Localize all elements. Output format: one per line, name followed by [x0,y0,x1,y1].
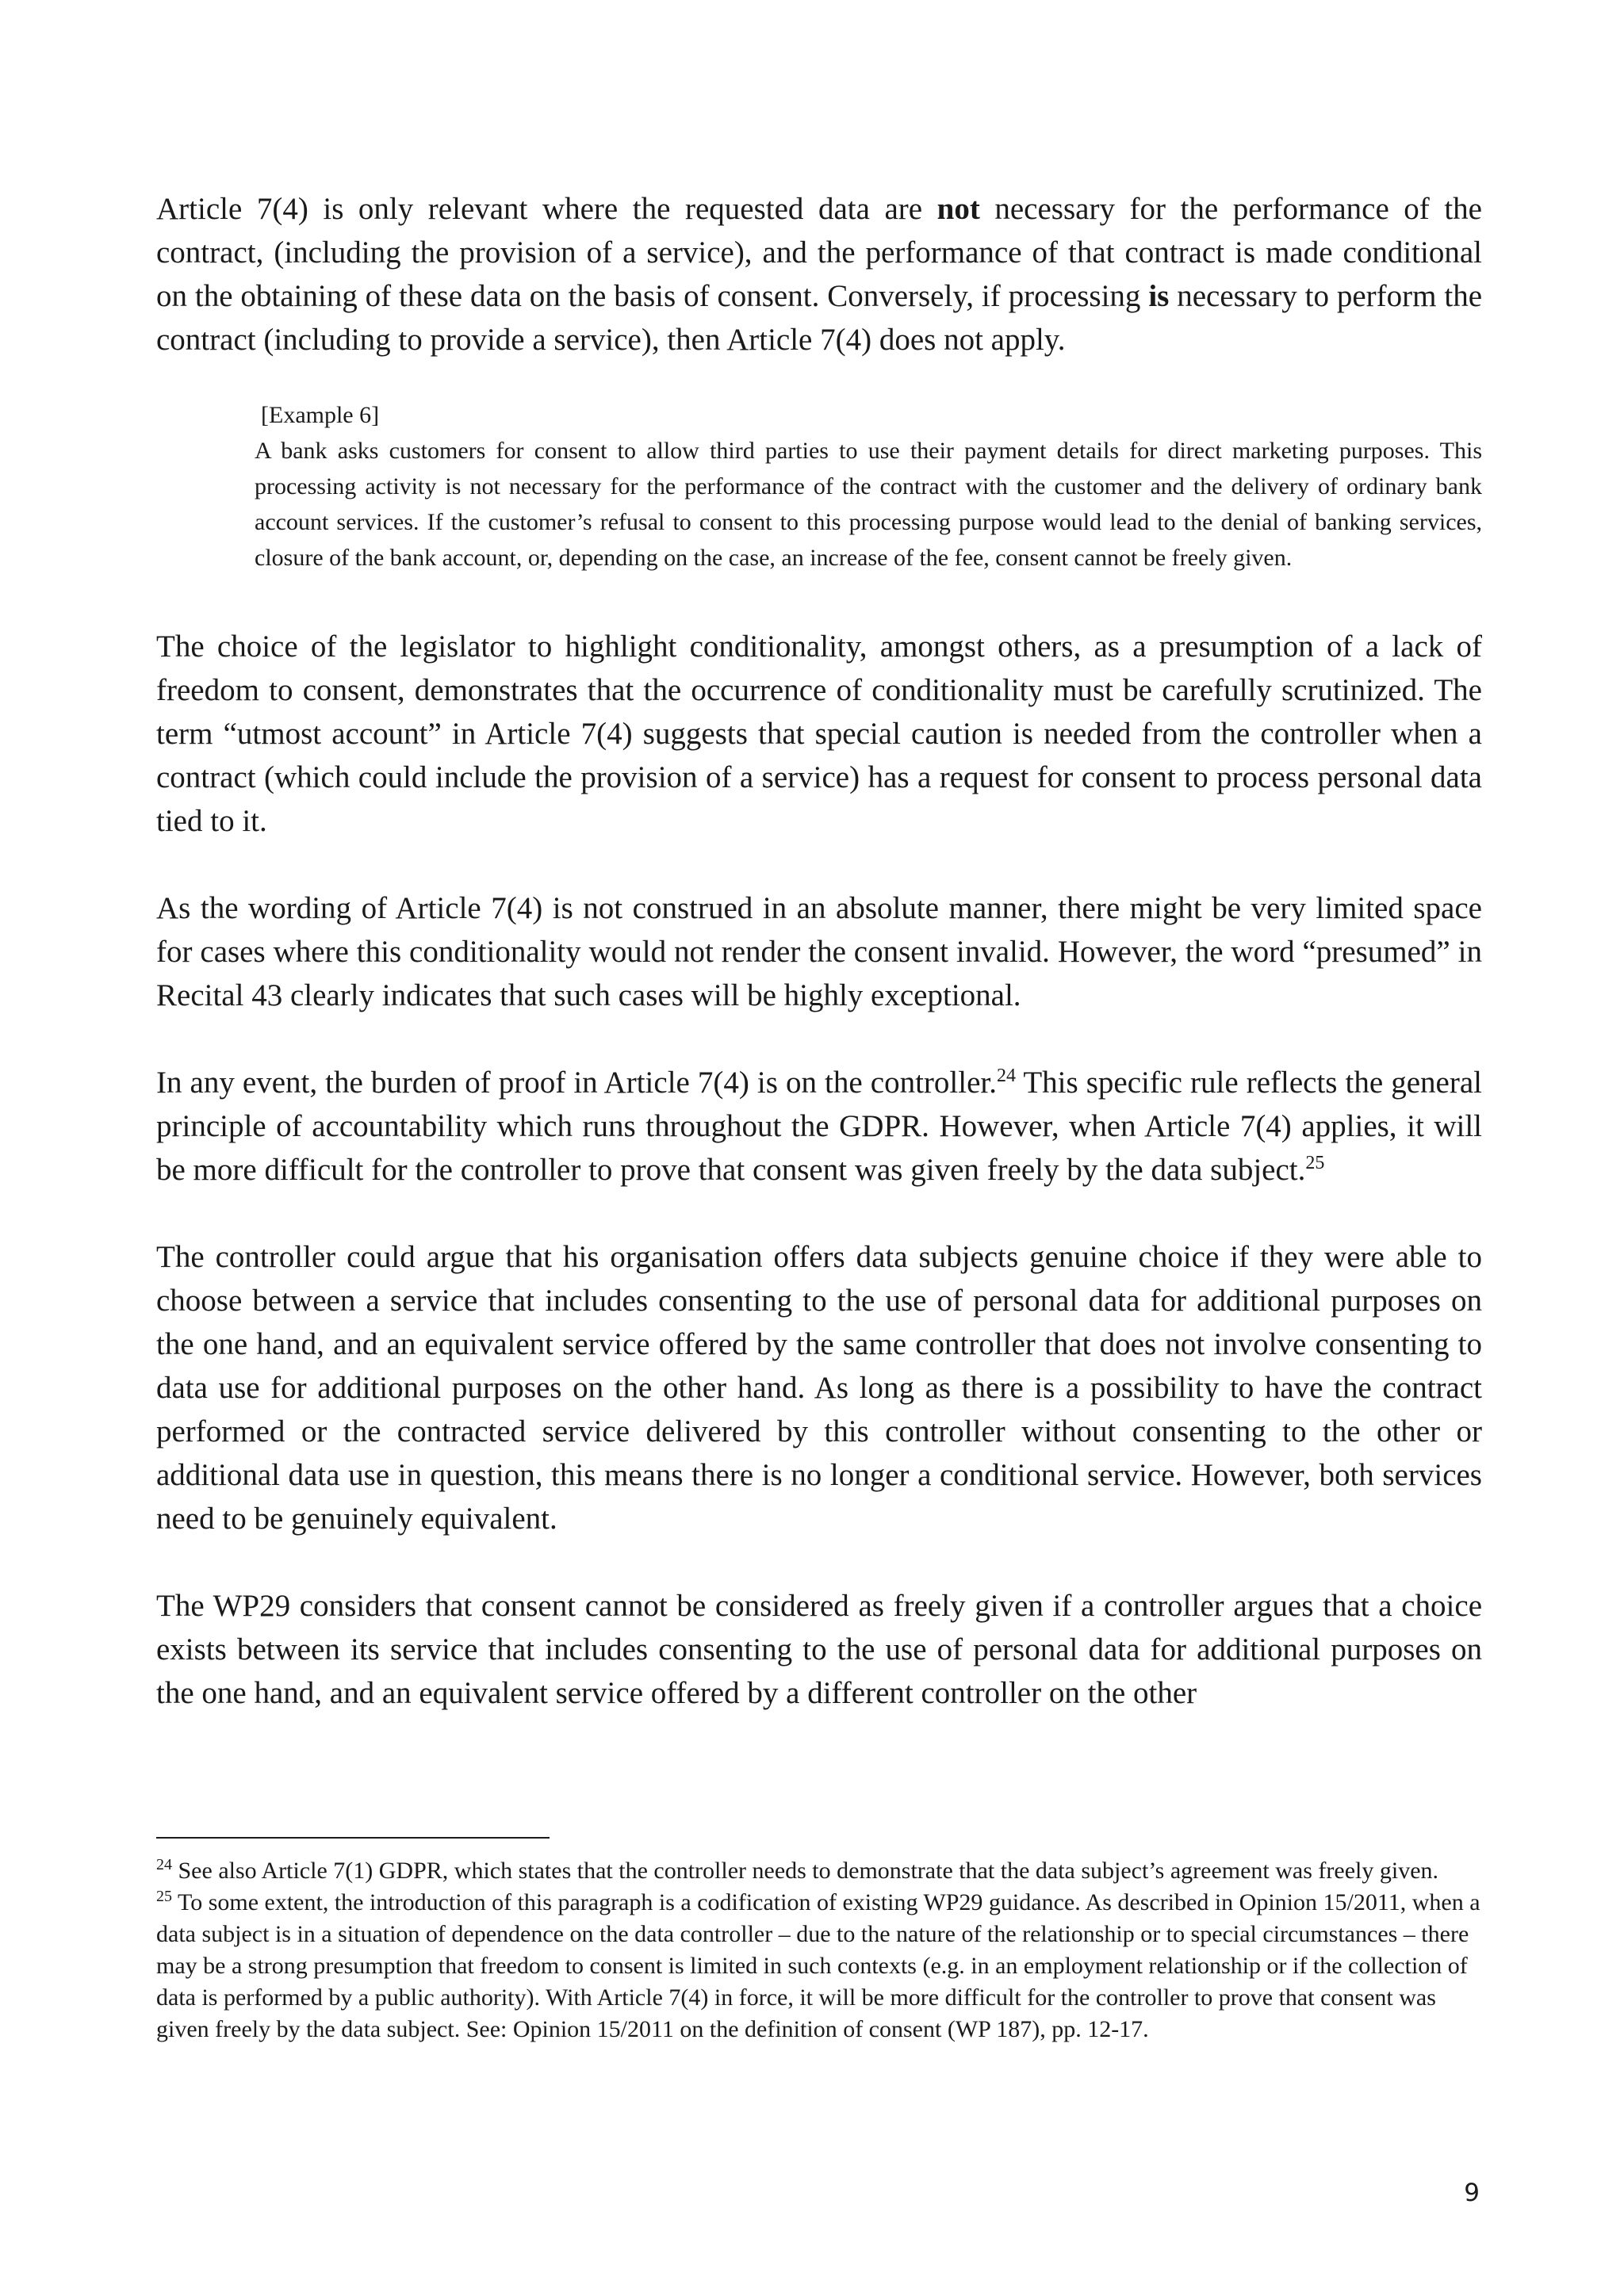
example-text: A bank asks customers for consent to allow third parties to use their payment details for direct marketing purposes. This processing activity is not necessary for the performance of the contract with the customer and the delivery of ordinary bank account services. If the customer’s refusal to consent to this processing purpose would lead to the denial of banking services, closure of the bank account, or, depending on the case, an increase of the fee, consent cannot be freely given. [255,438,1482,571]
paragraph-burden-of-proof: In any event, the burden of proof in Article 7(4) is on the controller.$^{24}$ This specific rule reflects the general principle of accountability which runs throughout the GDPR. However, when Article 7(4) applies, it will be more difficult for the controller to prove that consent was given freely by the data subject.$^{25}$ [156,1066,1482,1187]
paragraph-controller-argument: The controller could argue that his organisation offers data subjects genuine choice if they were able to choose between a service that includes consenting to the use of personal data for additional purposes on the one hand, and an equivalent service offered by the same controller that does not involve consenting to data use for additional purposes on the other hand. As long as there is a possibility to have the contract performed or the contracted service delivered by this controller without consenting to the other or additional data use in question, this means there is no longer a conditional service. However, both services need to be genuinely equivalent. [156,1240,1482,1536]
paragraph-article-7-4-relevance: Article 7(4) is only relevant where the requested data are not necessary for the performance of the contract, (including the provision of a service), and the performance of that contract is made conditional on the obtaining of these data on the basis of consent. Conversely, if processing is necessary to perform the contract (including to provide a service), then Article 7(4) does not apply. [156,192,1483,357]
footnote-text: To some extent, the introduction of this paragraph is a codification of existing WP29 guidance. As described in Opinion 15/2011, when a data subject is in a situation of dependence on the data controller – due to the nature of the relationship or to special circumstances – there may be a strong presumption that freedom to consent is limited in such contexts (e.g. in an employment relationship or if the collection of data is performed by a public authority). With Article 7(4) in force, it will be more difficult for the controller to prove that consent was given freely by the data subject. See: Opinion 15/2011 on the definition of consent (WP 187), pp. 12-17. [156,1889,1480,2042]
example-title: [Example 6] [261,402,380,428]
paragraph-wording-article-7-4: As the wording of Article 7(4) is not construed in an absolute manner, there might be very limited space for cases where this conditionality would not render the consent invalid. However, the word “presumed” in Recital 43 clearly indicates that such cases will be highly exceptional. [156,891,1482,1012]
footnote-number: 25 [156,1888,172,1905]
footnote-divider [156,1837,550,1839]
footnote-25 [156,1887,1482,2045]
bold-is: is [1148,279,1170,313]
example-6-box [255,397,1482,576]
footnote-ref-24[interactable]: 24 [996,1066,1016,1086]
paragraph-legislator-choice: The choice of the legislator to highlight conditionality, amongst others, as a presumption of a lack of freedom to consent, demonstrates that the occurrence of conditionality must be carefully scrutinized. The term “utmost account” in Article 7(4) suggests that special caution is needed from the controller when a contract (which could include the provision of a service) has a request for consent to process personal data tied to it. [156,629,1482,838]
page-number: 9 [1464,2179,1480,2207]
footnote-number: 24 [156,1856,172,1873]
footnotes-section [156,1855,1482,2045]
footnote-ref-25[interactable]: 25 [1305,1153,1325,1173]
footnote-24 [156,1855,1482,1887]
document-body [156,187,1482,1758]
footnote-text: See also Article 7(1) GDPR, which states that the controller needs to demonstrate that the data subject’s agreement was freely given. [172,1858,1439,1884]
paragraph-wp29-considers: The WP29 considers that consent cannot be considered as freely given if a controller argues that a choice exists between its service that includes consenting to the use of personal data for additional purposes on the one hand, and an equivalent service offered by a different controller on the other [156,1589,1482,1710]
bold-not: not [936,192,980,226]
